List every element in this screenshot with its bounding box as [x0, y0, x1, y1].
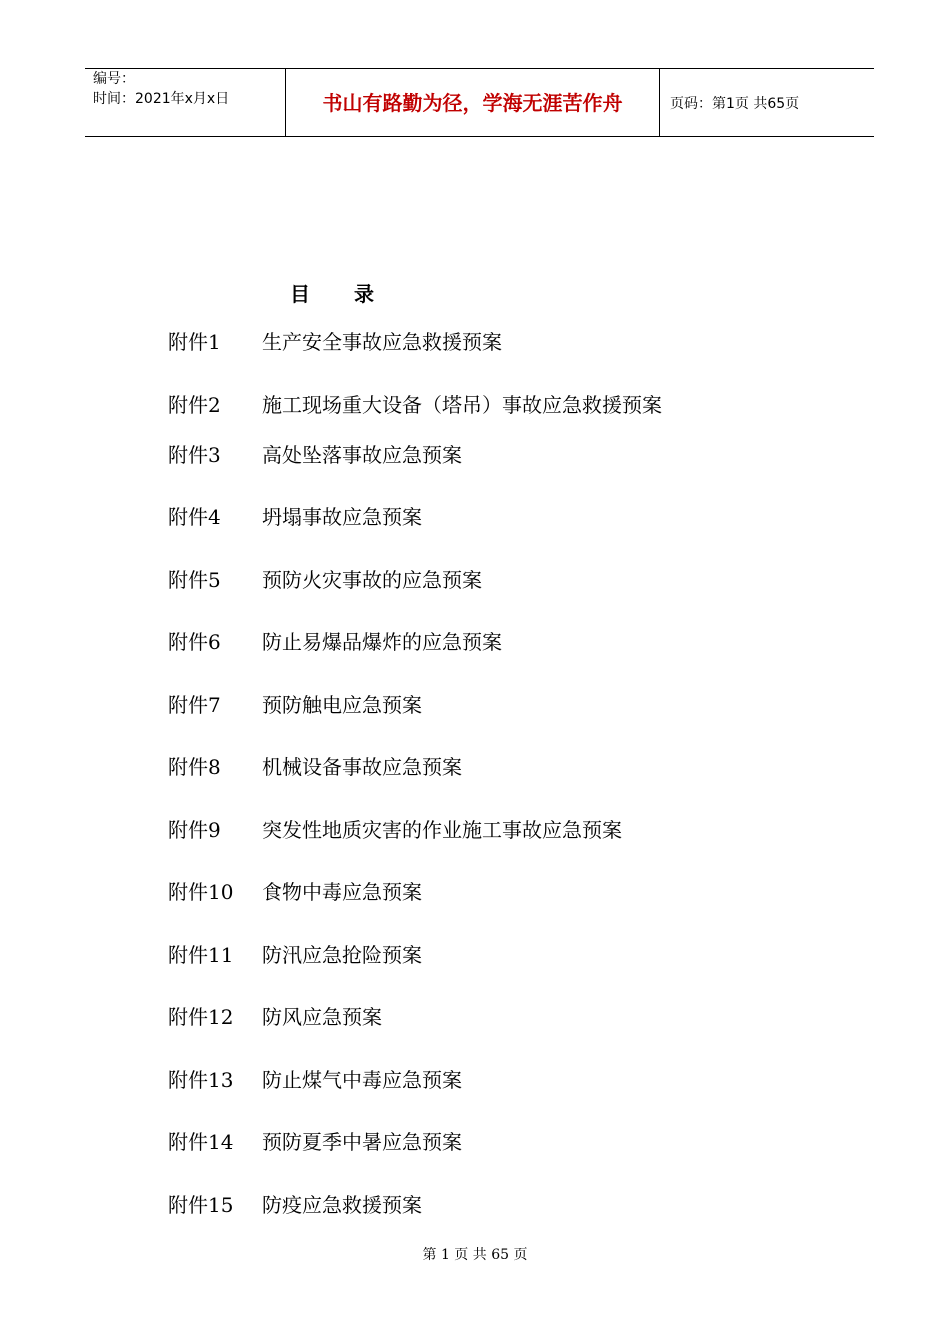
toc-entry-number: 附件15: [168, 1193, 234, 1217]
toc-entry-title: 机械设备事故应急预案: [262, 755, 462, 779]
toc-entry-number: 附件10: [168, 880, 234, 904]
toc-entry-title: 高处坠落事故应急预案: [262, 443, 462, 467]
header-meta: [85, 69, 286, 136]
toc-entry[interactable]: [168, 816, 622, 844]
toc-entry-title: 突发性地质灾害的作业施工事故应急预案: [262, 818, 622, 842]
header-page-info: 页码：第1页 共65页: [670, 96, 800, 112]
toc-entry[interactable]: [168, 1003, 382, 1031]
toc-entry[interactable]: [168, 753, 462, 781]
toc-entry-title: 生产安全事故应急救援预案: [262, 330, 502, 354]
toc-entry-number: 附件8: [168, 755, 221, 779]
toc-entry[interactable]: [168, 941, 422, 969]
toc-entry-number: 附件7: [168, 693, 221, 717]
header-page-cell: [660, 69, 874, 136]
toc-entry-title: 防止易爆品爆炸的应急预案: [262, 630, 502, 654]
toc-entry-number: 附件6: [168, 630, 221, 654]
toc-entry-title: 预防触电应急预案: [262, 693, 422, 717]
toc-entry[interactable]: [168, 328, 502, 356]
toc-entry-number: 附件13: [168, 1068, 234, 1092]
toc-entry[interactable]: [168, 566, 482, 594]
toc-entry[interactable]: [168, 1066, 462, 1094]
toc-entry-title: 防疫应急救援预案: [262, 1193, 422, 1217]
toc-entry[interactable]: [168, 878, 422, 906]
toc-entry-title: 食物中毒应急预案: [262, 880, 422, 904]
toc-entry-title: 坍塌事故应急预案: [262, 505, 422, 529]
toc-entry-number: 附件9: [168, 818, 221, 842]
toc-entry-number: 附件1: [168, 330, 221, 354]
page-header: [85, 68, 874, 137]
toc-entry-number: 附件3: [168, 443, 221, 467]
toc-entry[interactable]: [168, 628, 502, 656]
toc-entry[interactable]: [168, 441, 462, 469]
header-motto: 书山有路勤为径，学海无涯苦作舟: [322, 91, 623, 115]
toc-entry-title: 防汛应急抢险预案: [262, 943, 422, 967]
document-number-label: 编号：: [93, 71, 135, 87]
toc-entry-number: 附件11: [168, 943, 234, 967]
toc-entry-number: 附件12: [168, 1005, 234, 1029]
toc-entry[interactable]: [168, 503, 422, 531]
page-footer: 第 1 页 共 65 页: [422, 1247, 528, 1263]
document-date: 时间：2021年x月x日: [93, 91, 230, 107]
toc-entry[interactable]: [168, 1128, 462, 1156]
toc-entry-title: 防风应急预案: [262, 1005, 382, 1029]
toc-title-char-1: 目: [290, 282, 310, 306]
toc-entry-title: 施工现场重大设备（塔吊）事故应急救援预案: [262, 393, 662, 417]
toc-entry[interactable]: [168, 691, 422, 719]
header-motto-cell: [286, 69, 660, 136]
toc-entry[interactable]: [168, 1191, 422, 1219]
toc-entry-number: 附件5: [168, 568, 221, 592]
toc-entry[interactable]: [168, 391, 662, 419]
toc-entry-number: 附件4: [168, 505, 221, 529]
toc-entry-number: 附件2: [168, 393, 221, 417]
toc-entry-title: 预防火灾事故的应急预案: [262, 568, 482, 592]
toc-entry-title: 防止煤气中毒应急预案: [262, 1068, 462, 1092]
toc-entry-number: 附件14: [168, 1130, 234, 1154]
toc-entry-title: 预防夏季中暑应急预案: [262, 1130, 462, 1154]
toc-title-char-2: 录: [354, 282, 374, 306]
toc-title: [290, 282, 374, 306]
